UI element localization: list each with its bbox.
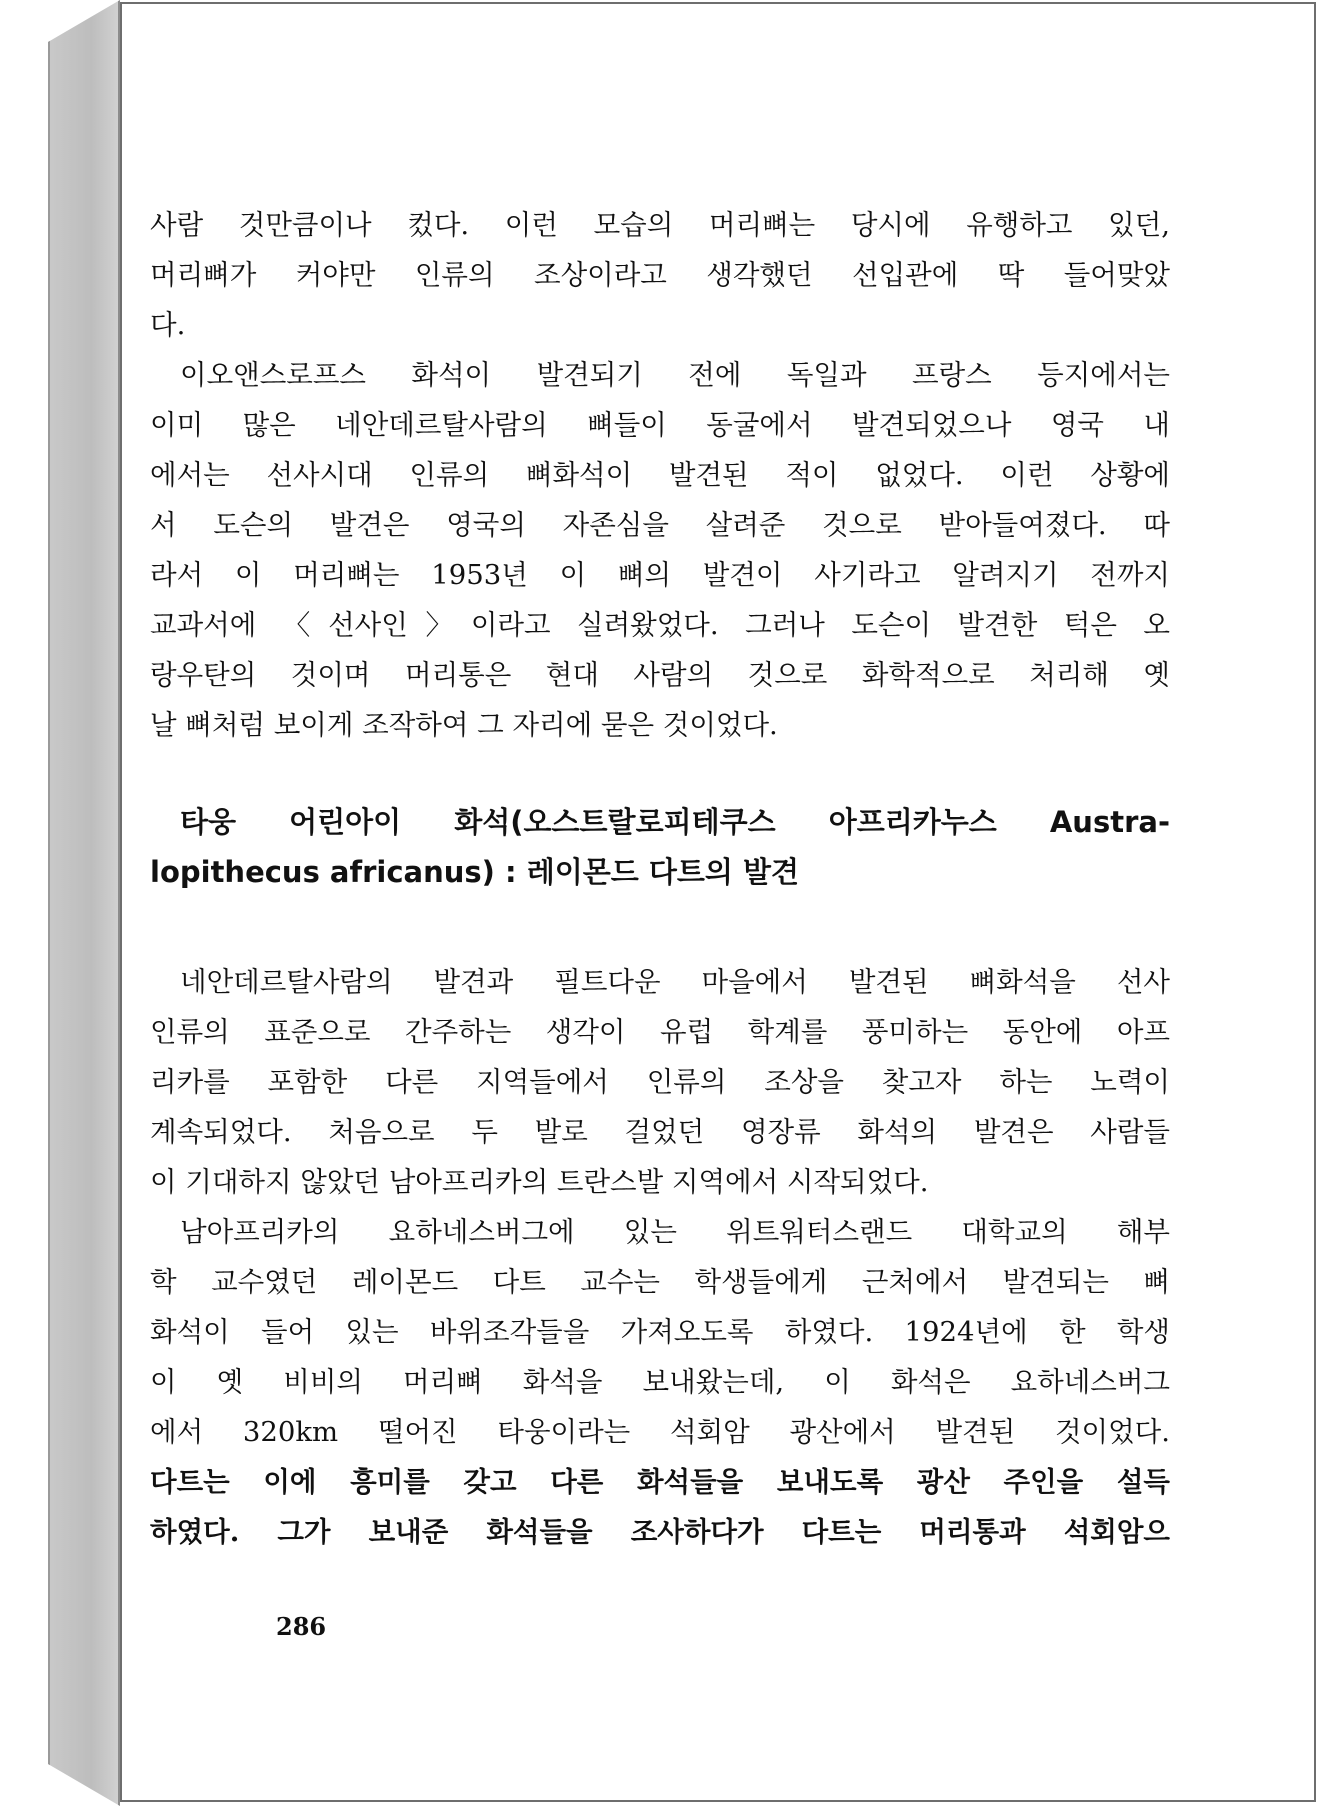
text-line: 남아프리카의 요하네스버그에 있는 위트워터스랜드 대학교의 해부 — [180, 1216, 1170, 1248]
text-line: 학 교수였던 레이몬드 다트 교수는 학생들에게 근처에서 발견되는 뼈 — [150, 1266, 1170, 1298]
heading-line: 타웅 어린아이 화석(오스트랄로피테쿠스 아프리카누스 Austra- — [180, 805, 1170, 839]
text-line: 다. — [150, 309, 186, 341]
page-content — [150, 200, 1170, 1557]
section-heading — [150, 797, 1170, 897]
text-line: 화석이 들어 있는 바위조각들을 가져오도록 하였다. 1924년에 한 학생 — [150, 1316, 1170, 1348]
text-line: 인류의 표준으로 간주하는 생각이 유럽 학계를 풍미하는 동안에 아프 — [150, 1016, 1170, 1048]
text-line: 다트는 이에 흥미를 갖고 다른 화석들을 보내도록 광산 주인을 설득 — [150, 1466, 1170, 1498]
text-line: 머리뼈가 커야만 인류의 조상이라고 생각했던 선입관에 딱 들어맞았 — [150, 259, 1170, 291]
text-line: 이미 많은 네안데르탈사람의 뼈들이 동굴에서 발견되었으나 영국 내 — [150, 409, 1170, 441]
text-line: 에서 320km 떨어진 타웅이라는 석회암 광산에서 발견된 것이었다. — [150, 1416, 1170, 1448]
paragraph-2 — [150, 350, 1170, 750]
text-line: 네안데르탈사람의 발견과 필트다운 마을에서 발견된 뼈화석을 선사 — [180, 966, 1170, 998]
text-line: 교과서에 〈선사인〉이라고 실려왔었다. 그러나 도슨이 발견한 턱은 오 — [150, 609, 1170, 641]
text-line: 계속되었다. 처음으로 두 발로 걸었던 영장류 화석의 발견은 사람들 — [150, 1116, 1170, 1148]
text-line: 날 뼈처럼 보이게 조작하여 그 자리에 묻은 것이었다. — [150, 709, 778, 741]
text-line: 이 기대하지 않았던 남아프리카의 트란스발 지역에서 시작되었다. — [150, 1166, 929, 1198]
text-line: 이 옛 비비의 머리뼈 화석을 보내왔는데, 이 화석은 요하네스버그 — [150, 1366, 1170, 1398]
text-line: 라서 이 머리뼈는 1953년 이 뼈의 발견이 사기라고 알려지기 전까지 — [150, 559, 1170, 591]
text-line: 이오앤스로프스 화석이 발견되기 전에 독일과 프랑스 등지에서는 — [180, 359, 1170, 391]
page-number: 286 — [276, 1612, 327, 1641]
paragraph-1 — [150, 200, 1170, 350]
text-line: 랑우탄의 것이며 머리통은 현대 사람의 것으로 화학적으로 처리해 옛 — [150, 659, 1170, 691]
book-spine-edge — [48, 0, 120, 1806]
text-line: 에서는 선사시대 인류의 뼈화석이 발견된 적이 없었다. 이런 상황에 — [150, 459, 1170, 491]
heading-line: lopithecus africanus) : 레이몬드 다트의 발견 — [150, 855, 800, 889]
text-line: 리카를 포함한 다른 지역들에서 인류의 조상을 찾고자 하는 노력이 — [150, 1066, 1170, 1098]
paragraph-4 — [150, 1207, 1170, 1557]
spacer — [150, 897, 1170, 957]
text-line: 하였다. 그가 보내준 화석들을 조사하다가 다트는 머리통과 석회암으 — [150, 1516, 1170, 1548]
paragraph-3 — [150, 957, 1170, 1207]
text-line: 서 도슨의 발견은 영국의 자존심을 살려준 것으로 받아들여졌다. 따 — [150, 509, 1170, 541]
text-line: 사람 것만큼이나 컸다. 이런 모습의 머리뼈는 당시에 유행하고 있던, — [150, 209, 1170, 241]
